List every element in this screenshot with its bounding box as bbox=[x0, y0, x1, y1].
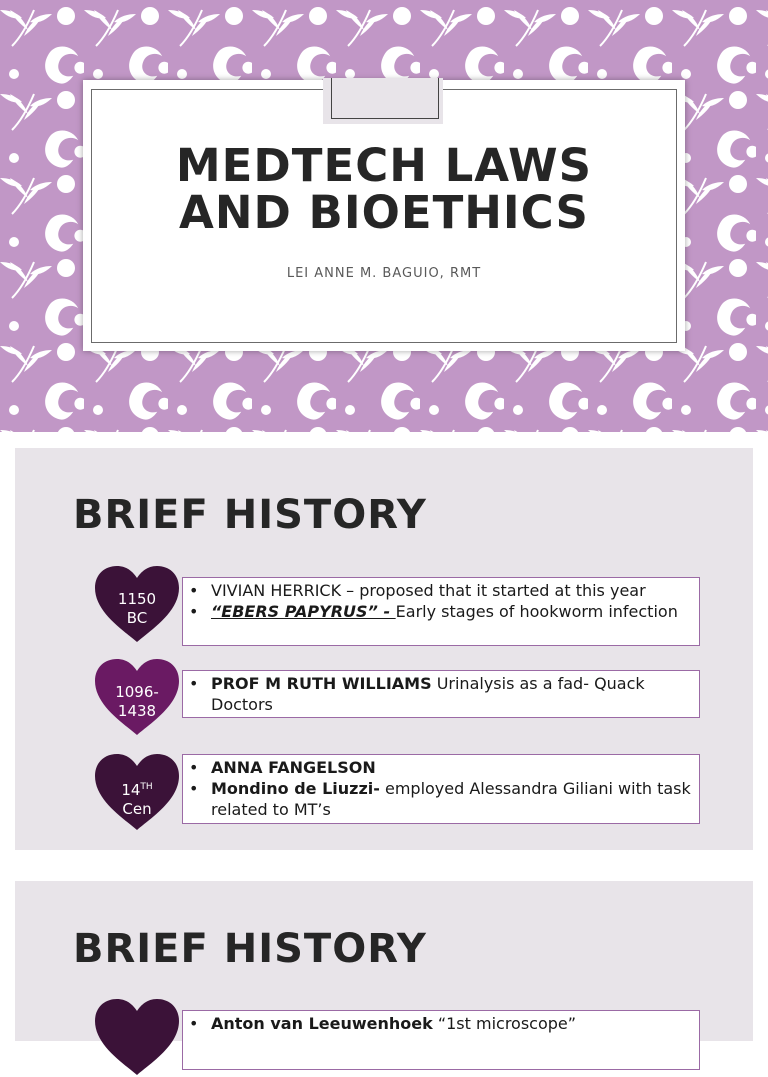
title-line-1: MEDTECH LAWS bbox=[175, 139, 593, 192]
slide-heading: BRIEF HISTORY bbox=[73, 492, 427, 538]
heart-label: 1150 BC bbox=[117, 590, 157, 627]
info-box-1150bc bbox=[182, 577, 700, 646]
title-line-2: AND BIOETHICS bbox=[179, 186, 589, 239]
heart-label: 1096- 1438 bbox=[115, 683, 159, 720]
title-slide bbox=[0, 0, 768, 432]
title-card bbox=[83, 80, 685, 351]
list-item: • “EBERS PAPYRUS” - Early stages of hookworm infection bbox=[189, 601, 691, 622]
list-item: • PROF M RUTH WILLIAMS Urinalysis as a fad- Quack Doctors bbox=[189, 673, 691, 715]
heart-marker-14th-cen bbox=[93, 752, 181, 832]
list-item: • Anton van Leeuwenhoek “1st microscope” bbox=[189, 1013, 691, 1034]
presentation-title bbox=[83, 139, 685, 239]
info-box-leeuwenhoek bbox=[182, 1010, 700, 1070]
info-box-1096-1438 bbox=[182, 670, 700, 718]
list-item: • ANNA FANGELSON bbox=[189, 757, 691, 778]
slide-heading: BRIEF HISTORY bbox=[73, 926, 427, 972]
list-item: • Mondino de Liuzzi- employed Alessandra Giliani with task related to MT’s bbox=[189, 778, 691, 820]
presenter-name: LEI ANNE M. BAGUIO, RMT bbox=[286, 266, 482, 281]
heart-label: 14TH Cen bbox=[121, 781, 153, 818]
heart-marker bbox=[93, 997, 181, 1077]
brief-history-slide-1 bbox=[15, 448, 753, 850]
card-tab-inner bbox=[331, 78, 439, 119]
heart-marker-1150bc bbox=[93, 564, 181, 644]
heart-marker-1096-1438 bbox=[93, 657, 181, 737]
info-box-14th-cen bbox=[182, 754, 700, 824]
heart-icon bbox=[93, 997, 181, 1077]
list-item: • VIVIAN HERRICK – proposed that it started at this year bbox=[189, 580, 691, 601]
brief-history-slide-2 bbox=[15, 881, 753, 1041]
